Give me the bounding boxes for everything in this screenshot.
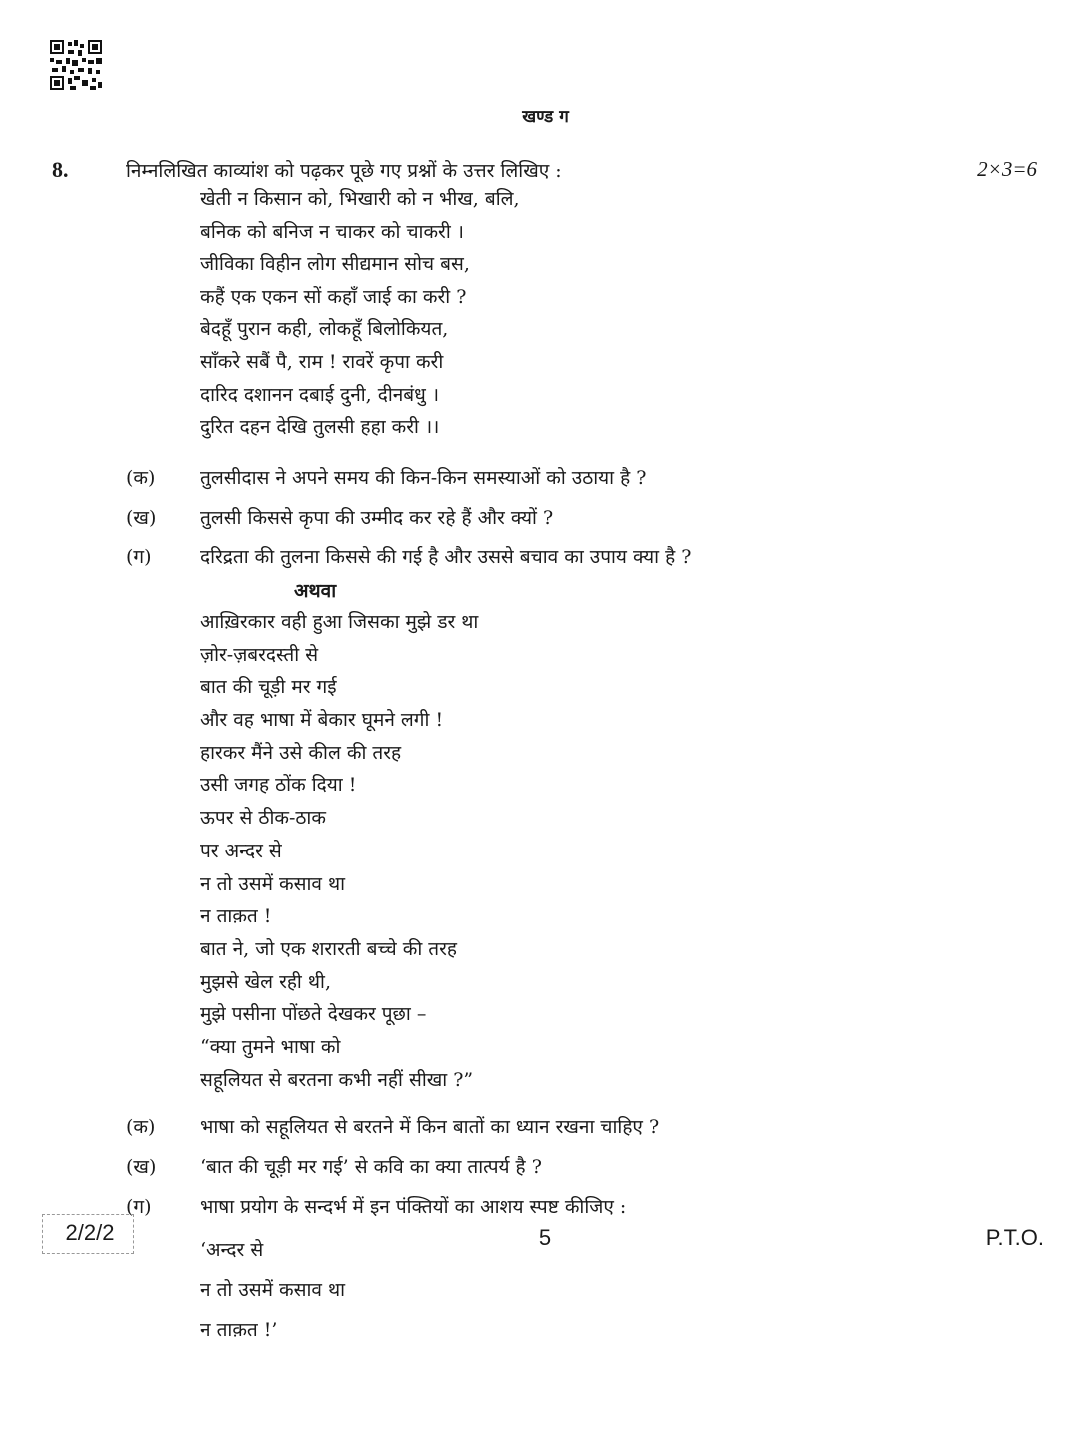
sub-question-label: (क)	[126, 467, 156, 489]
sub-question-label: (ग)	[126, 1196, 152, 1218]
sub-question-text: दरिद्रता की तुलना किससे की गई है और उससे बचाव का उपाय क्या है ?	[200, 546, 692, 568]
paper-code-text: 2/2/2	[65, 1220, 115, 1245]
quoted-line: न तो उसमें कसाव था	[200, 1279, 346, 1301]
poem-line: सहूलियत से बरतना कभी नहीं सीखा ?”	[200, 1068, 474, 1091]
poem-line: न ताक़त !	[200, 905, 272, 928]
sub-question	[126, 1193, 1026, 1219]
poem-line: साँकरे सबैं पै, राम ! रावरें कृपा करी	[200, 350, 444, 373]
poem-line: हारकर मैंने उसे कील की तरह	[200, 741, 402, 764]
poem-line: मुझे पसीना पोंछते देखकर पूछा –	[200, 1003, 427, 1026]
qr-code-icon	[50, 40, 102, 90]
sub-question-label: (ग)	[126, 546, 152, 568]
question-number: 8.	[52, 157, 69, 182]
poem-line: दारिद दशानन दबाई दुनी, दीनबंधु ।	[200, 383, 440, 406]
poem-line: बात की चूड़ी मर गई	[200, 676, 337, 699]
section-heading: खण्ड ग	[522, 107, 569, 127]
poem-line: पर अन्दर से	[200, 839, 282, 862]
poem-line: ऊपर से ठीक-ठाक	[200, 807, 326, 830]
poem-line: खेती न किसान को, भिखारी को न भीख, बलि,	[200, 188, 520, 210]
poem-line: जीविका विहीन लोग सीद्यमान सोच बस,	[200, 253, 470, 276]
poem-line: मुझसे खेल रही थी,	[200, 970, 331, 993]
poem-line: बात ने, जो एक शरारती बच्चे की तरह	[200, 937, 457, 960]
poem-line: उसी जगह ठोंक दिया !	[200, 774, 357, 797]
sub-question-label: (क)	[126, 1116, 156, 1138]
page-number: 5	[538, 1225, 552, 1250]
sub-question	[126, 504, 1026, 530]
poem-1	[200, 183, 520, 444]
question-prompt: निम्नलिखित काव्यांश को पढ़कर पूछे गए प्रश्नों के उत्तर लिखिए :	[126, 160, 562, 182]
poem-line: बेदहूँ पुरान कही, लोकहूँ बिलोकियत,	[200, 318, 449, 341]
sub-question	[126, 1153, 1026, 1179]
sub-question-label: (ख)	[126, 507, 157, 529]
sub-question	[126, 464, 1026, 490]
question-marks: 2×3=6	[977, 157, 1037, 181]
sub-question	[126, 1113, 1026, 1139]
poem-2	[200, 606, 478, 1096]
poem-line: दुरित दहन देखि तुलसी हहा करी ।।	[200, 416, 440, 439]
sub-question-label: (ख)	[126, 1156, 157, 1178]
sub-question	[126, 543, 1026, 569]
or-label: अथवा	[294, 580, 337, 602]
sub-question-text: भाषा को सहूलियत से बरतने में किन बातों का ध्यान रखना चाहिए ?	[200, 1116, 660, 1138]
sub-question-text: भाषा प्रयोग के सन्दर्भ में इन पंक्तियों का आशय स्पष्ट कीजिए :	[200, 1196, 627, 1218]
poem-line: बनिक को बनिज न चाकर को चाकरी ।	[200, 220, 464, 243]
quoted-lines	[200, 1230, 345, 1350]
sub-question-text: तुलसीदास ने अपने समय की किन-किन समस्याओं को उठाया है ?	[200, 467, 647, 489]
pto-label: P.T.O.	[985, 1225, 1044, 1250]
poem-line: आख़िरकार वही हुआ जिसका मुझे डर था	[200, 611, 479, 633]
quoted-line: ‘अन्दर से	[200, 1239, 264, 1261]
poem-line: ज़ोर-ज़बरदस्ती से	[200, 643, 319, 666]
poem-line: और वह भाषा में बेकार घूमने लगी !	[200, 709, 444, 732]
paper-code	[42, 1208, 138, 1258]
poem-line: कहैं एक एकन सों कहाँ जाई का करी ?	[200, 285, 467, 308]
sub-question-text: ‘बात की चूड़ी मर गई’ से कवि का क्या तात्पर्य है ?	[200, 1156, 542, 1178]
sub-question-text: तुलसी किससे कृपा की उम्मीद कर रहे हैं और क्यों ?	[200, 507, 554, 529]
poem-line: “क्या तुमने भाषा को	[200, 1035, 341, 1058]
poem-line: न तो उसमें कसाव था	[200, 872, 346, 895]
quoted-line: न ताक़त !’	[200, 1319, 278, 1341]
